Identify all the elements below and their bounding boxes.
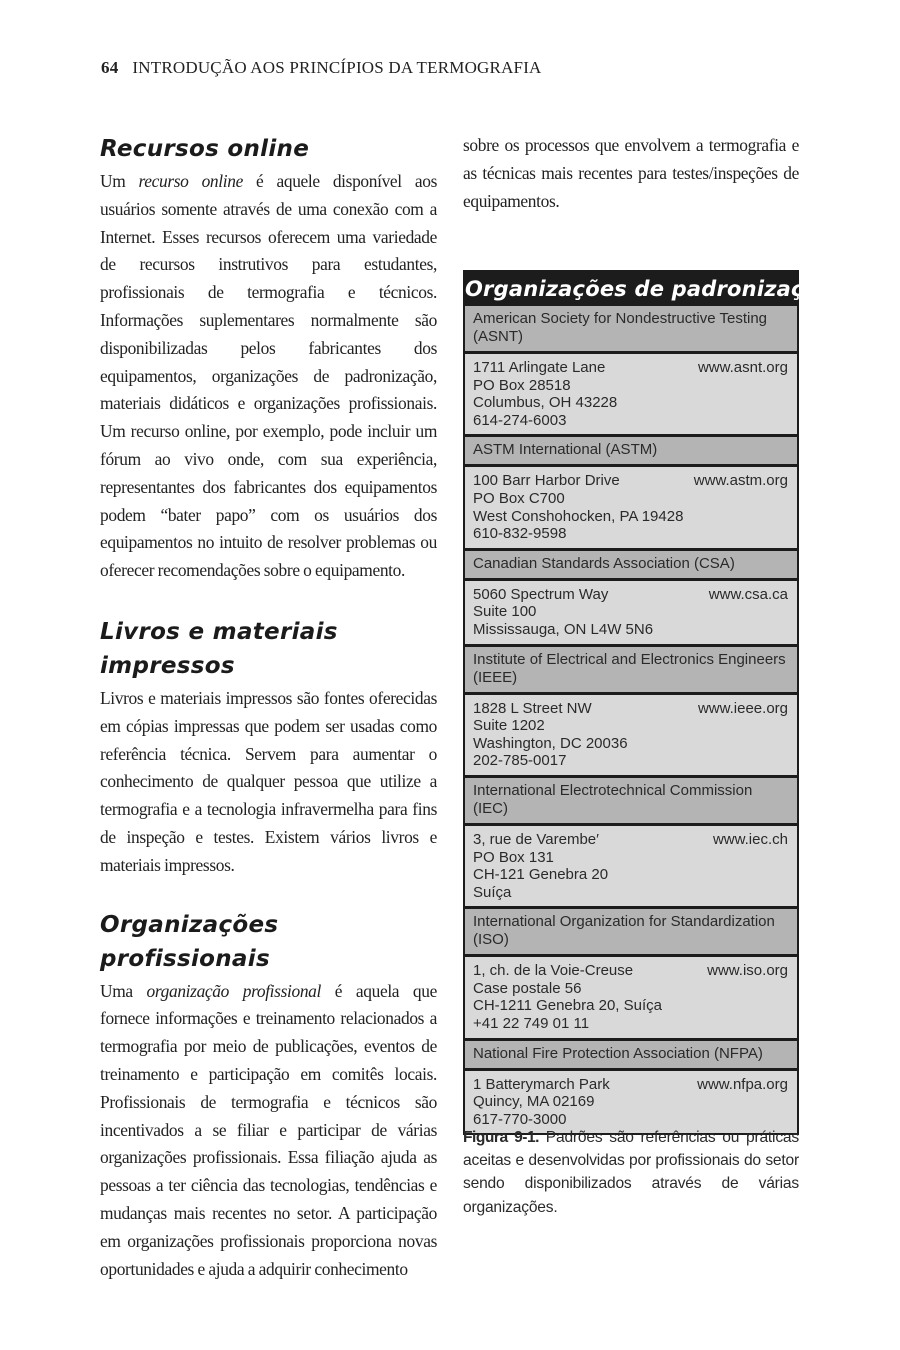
organization-name: Canadian Standards Association (CSA) bbox=[465, 551, 797, 581]
paragraph-lead: Um bbox=[100, 171, 139, 191]
address-line: Suite 1202 bbox=[473, 717, 545, 735]
address-line: 100 Barr Harbor Drive bbox=[473, 472, 620, 490]
organization-details bbox=[465, 957, 797, 1040]
address-line: 1711 Arlingate Lane bbox=[473, 359, 606, 376]
address-line: 3, rue de Varembe′ bbox=[473, 830, 599, 848]
section-paragraph-recursos-online bbox=[100, 168, 437, 585]
figure-label: Figura 9-1. bbox=[463, 1129, 539, 1146]
organization-url[interactable]: www.nfpa.org bbox=[697, 1075, 788, 1093]
organization-details bbox=[465, 826, 797, 909]
right-column bbox=[463, 132, 799, 215]
address-line: 614-274-6003 bbox=[473, 411, 567, 429]
organization-details bbox=[465, 354, 797, 437]
organization-name: National Fire Protection Association (NFPA) bbox=[465, 1041, 797, 1071]
organization-name: International Organization for Standardization (ISO) bbox=[465, 909, 797, 957]
paragraph-rest: é aquela que fornece informações e treinamento relacionados a termografia por meio de publicações, eventos de treinamento e participação em comitês locais. Profissionais de termografia e técnicos são incentivados a se filiar e participar de várias organizações profissionais. Essa filiação ajuda as pessoas a ter ciência das tecnologias, tendências e mudanças mais recentes no setor. A participação em organizações profissionais proporciona novas oportunidades e ajuda a adquirir conhecimento bbox=[100, 980, 437, 1279]
standards-box-title: Organizações de padronização bbox=[465, 270, 797, 306]
organization-url[interactable]: www.asnt.org bbox=[697, 359, 788, 376]
address-line: 1828 L Street NW bbox=[473, 699, 592, 717]
organization-url[interactable]: www.iso.org bbox=[707, 962, 788, 980]
organization-details bbox=[465, 467, 797, 550]
organization-name: ASTM International (ASTM) bbox=[465, 437, 797, 467]
organization-name: Institute of Electrical and Electronics Engineers (IEEE) bbox=[465, 647, 797, 695]
address-line: CH-1211 Genebra 20, Suíça bbox=[473, 997, 663, 1015]
organization-url[interactable]: www.astm.org bbox=[693, 472, 788, 490]
left-column bbox=[100, 132, 437, 1283]
address-line: 1 Batterymarch Park bbox=[473, 1075, 610, 1093]
figure-caption bbox=[463, 1126, 799, 1219]
address-line: Mississauga, ON L4W 5N6 bbox=[473, 620, 654, 638]
paragraph-term: organização profissional bbox=[146, 980, 321, 1001]
paragraph-lead: Uma bbox=[100, 980, 147, 1001]
address-line: 5060 Spectrum Way bbox=[473, 585, 609, 603]
address-line: West Conshohocken, PA 19428 bbox=[473, 507, 684, 525]
organization-details bbox=[465, 1071, 797, 1134]
address-line: 1, ch. de la Voie-Creuse bbox=[473, 962, 634, 980]
running-head bbox=[101, 58, 542, 78]
address-line: Quincy, MA 02169 bbox=[473, 1093, 595, 1111]
organizations-list bbox=[465, 306, 797, 1133]
section-title-organizacoes: Organizações profissionais bbox=[100, 911, 279, 972]
organization-name: American Society for Nondestructive Testing (ASNT) bbox=[465, 306, 797, 354]
address-line: Suíça bbox=[473, 883, 512, 901]
address-line: Case postale 56 bbox=[473, 979, 582, 997]
standards-organizations-box bbox=[463, 270, 833, 1135]
right-column-paragraph: sobre os processos que envolvem a termografia e as técnicas mais recentes para testes/inspeções de equipamentos. bbox=[463, 135, 799, 211]
address-line: +41 22 749 01 11 bbox=[473, 1015, 590, 1033]
organization-details bbox=[465, 581, 797, 647]
address-line: CH-121 Genebra 20 bbox=[473, 866, 609, 884]
address-line: Suite 100 bbox=[473, 603, 537, 621]
address-line: PO Box 28518 bbox=[473, 376, 571, 394]
section-paragraph-organizacoes bbox=[100, 978, 437, 1284]
section-paragraph-livros: Livros e materiais impressos são fontes oferecidas em cópias impressas que podem ser usadas como referência técnica. Servem para aumentar o conhecimento de qualquer pessoa que utilize a termografia e a tecnologia infravermelha para fins de inspeção e testes. Existem vários livros e materiais impressos. bbox=[100, 687, 437, 875]
address-line: 617-770-3000 bbox=[473, 1110, 567, 1128]
figure-caption-text: Padrões são referências ou práticas aceitas e desenvolvidas por profissionais do setor sendo disponibilizados através de várias organizações. bbox=[463, 1129, 799, 1216]
section-title-recursos-online: Recursos online bbox=[100, 136, 310, 162]
organization-url[interactable]: www.ieee.org bbox=[697, 699, 788, 717]
organization-details bbox=[465, 695, 797, 778]
organization-url[interactable]: www.iec.ch bbox=[712, 830, 788, 848]
running-title: INTRODUÇÃO AOS PRINCÍPIOS DA TERMOGRAFIA bbox=[132, 58, 542, 77]
address-line: Washington, DC 20036 bbox=[473, 734, 628, 752]
section-title-livros: Livros e materiais impressos bbox=[100, 618, 338, 679]
organization-url[interactable]: www.csa.ca bbox=[708, 585, 788, 603]
address-line: 202-785-0017 bbox=[473, 752, 567, 770]
address-line: 610-832-9598 bbox=[473, 525, 567, 543]
organization-name: International Electrotechnical Commission (IEC) bbox=[465, 778, 797, 826]
page-number: 64 bbox=[101, 58, 119, 77]
paragraph-term: recurso online bbox=[138, 171, 243, 191]
address-line: Columbus, OH 43228 bbox=[473, 394, 618, 412]
address-line: PO Box 131 bbox=[473, 848, 554, 866]
address-line: PO Box C700 bbox=[473, 489, 565, 507]
paragraph-rest: é aquele disponível aos usuários somente através de uma conexão com a Internet. Esses recursos oferecem uma variedade de recursos instrutivos para estudantes, profissionais de termografia e técnicos. Informações suplementares normalmente são disponibilizadas pelos fabricantes dos equipamentos, organizações de padronização, materiais didáticos e organizações profissionais. Um recurso online, por exemplo, pode incluir um fórum ao vivo onde, com sua experiência, representantes dos fabricantes dos equipamentos podem “bater papo” com os usuários dos equipamentos no intuito de resolver problemas ou oferecer recomendações sobre o equipamento. bbox=[100, 171, 437, 581]
